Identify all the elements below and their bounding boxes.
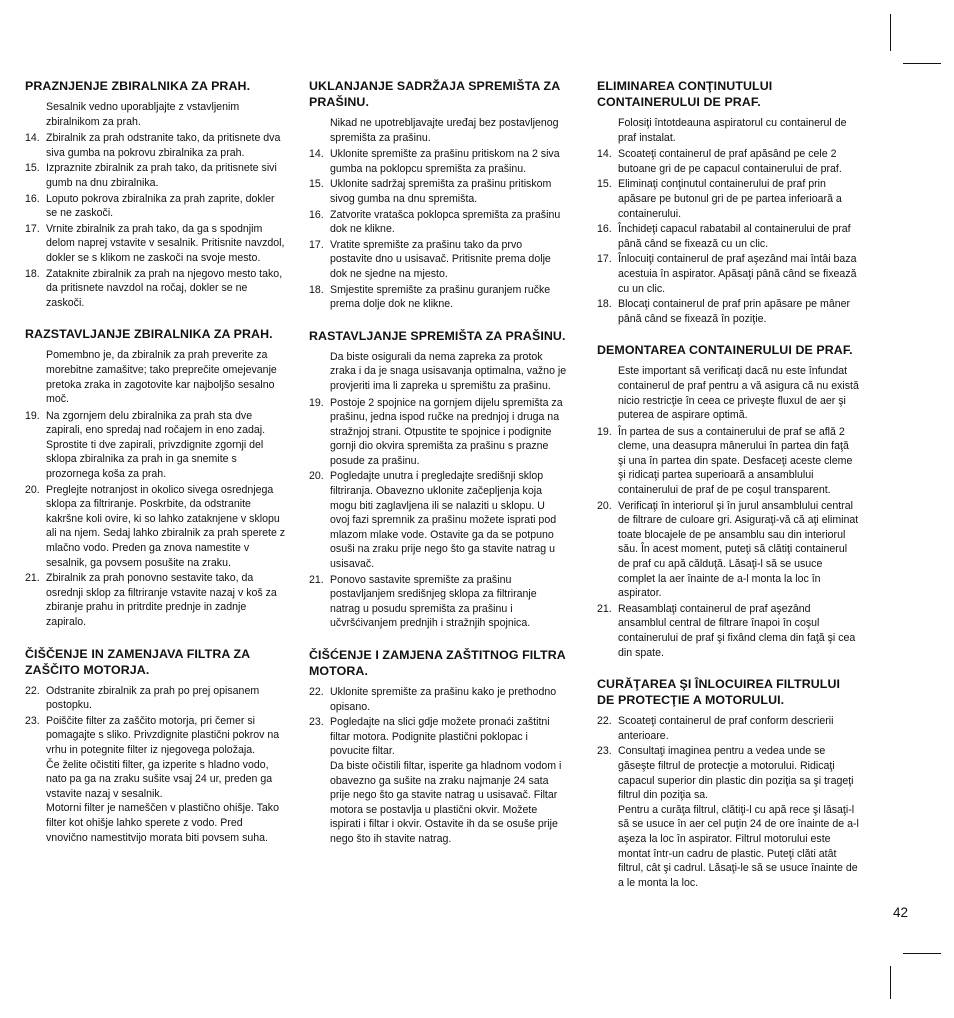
- item-extra-paragraph: Motorni filter je nameščen v plastično ohišje. Tako filter kot ohišje lahko sperete z vodo. Pred vnovično namestitvijo morata biti povsem suha.: [46, 802, 279, 844]
- section-title: ČIŠČENJE IN ZAMENJAVA FILTRA ZA ZAŠČITO MOTORJA.: [25, 646, 250, 677]
- item-number: 20.: [25, 483, 40, 496]
- item-extra-paragraph: Če želite očistiti filter, ga izperite s hladno vodo, nato pa ga na zraku sušite vsaj 24 ur, preden ga vstavite nazaj v sesalnik.: [46, 758, 273, 800]
- list-item: [25, 267, 287, 311]
- list-item: [309, 469, 567, 571]
- list-item: [25, 684, 287, 713]
- list-item: [309, 283, 567, 312]
- item-number: 23.: [597, 745, 612, 758]
- item-text: Consultaţi imaginea pentru a vedea unde se găseşte filtrul de protecţie a motorului. Ridicaţi capacul superior din plastic din poziţia sa şi trageţi filtrul din poziţia sa.: [618, 745, 854, 802]
- item-number: 20.: [309, 470, 324, 483]
- item-number: 21.: [597, 602, 612, 615]
- item-number: 17.: [309, 238, 324, 251]
- item-text: Zataknite zbiralnik za prah na njegovo mesto tako, da pritisnete navzdol na ročaj, dokler se ne zaskoči.: [46, 267, 283, 309]
- item-number: 15.: [25, 162, 40, 175]
- section-dismantling-dust-container: [25, 326, 287, 629]
- item-text: Scoateţi containerul de praf apăsând pe cele 2 butoane gri de pe capacul containerului de praf.: [618, 148, 842, 175]
- section-title: ČIŠĆENJE I ZAMJENA ZAŠTITNOG FILTRA MOTORA.: [309, 648, 566, 678]
- section-intro: Sesalnik vedno uporabljajte z vstavljenim zbiralnikom za prah.: [46, 101, 240, 128]
- item-text: Scoateţi containerul de praf conform descrierii anterioare.: [618, 715, 834, 742]
- section-emptying-dust-container: [309, 78, 567, 312]
- item-number: 20.: [597, 499, 612, 512]
- item-text: Verificaţi în interiorul şi în jurul ansamblului central de filtrare de culoare gri. Asiguraţi-vă că aţi eliminat toate blocajele de pe ansamblu sau din interiorul său. În acest moment, puteţi să clătiţi containerul de praf cu apă călduţă. Lăsaţi-l să se usuce complet la aer înainte de a-l monta la loc în aspirator.: [618, 499, 859, 600]
- item-number: 22.: [309, 686, 324, 698]
- item-extra-paragraph: Pentru a curăţa filtrul, clătiţi-l cu apă rece şi lăsaţi-l să se usuce în aer cel puţin 24 de ore înainte de a-l aşeza la loc în aspirator. Filtrul motorului este montat într-un cadru de plastic. Puteţi clăti atât filtrul, cât şi cadrul. Lăsaţi-le să se usuce înainte de a le monta la loc.: [618, 803, 859, 889]
- item-number: 18.: [597, 298, 612, 311]
- list-item: [25, 131, 287, 160]
- item-number: 19.: [309, 396, 324, 409]
- item-number: 14.: [309, 148, 324, 161]
- item-text: Pogledajte unutra i pregledajte središnji sklop filtriranja. Obavezno uklonite začepljenja koja mogu biti zaglavljena ili se nalaziti u sklopu. U ovoj fazi spremnik za prašinu možete isprati pod mlazom mlake vode. Ostavite ga da se potpuno osuši na zraku prije nego što ga stavite natrag u usisavač.: [330, 470, 557, 571]
- list-item: [25, 161, 287, 190]
- list-item: [309, 396, 567, 469]
- section-emptying-dust-container: [597, 78, 859, 326]
- item-text: Reasamblaţi containerul de praf aşezând ansamblul central de filtrare înapoi în coşul containerului de praf şi fixând clema din faţă şi cea din spate.: [618, 602, 856, 659]
- item-text: Uklonite sadržaj spremišta za prašinu pritiskom sivog gumba na dnu spremišta.: [330, 178, 552, 205]
- list-item: [597, 177, 859, 221]
- list-item: [597, 222, 859, 251]
- list-item: [25, 571, 287, 629]
- item-number: 16.: [25, 192, 40, 205]
- list-item: [597, 147, 859, 176]
- section-title: DEMONTAREA CONTAINERULUI DE PRAF.: [597, 343, 853, 358]
- column-croatian: [309, 78, 567, 863]
- item-number: 19.: [597, 425, 612, 438]
- section-motor-filter: [597, 676, 859, 890]
- section-intro: Nikad ne upotrebljavajte uređaj bez postavljenog spremišta za prašinu.: [330, 117, 559, 144]
- list-item: [309, 573, 567, 631]
- item-text: În partea de sus a containerului de praf se află 2 cleme, una deasupra mânerului în partea din faţă şi una în partea din spate. Desfaceţi aceste cleme şi ridicaţi partea superioară a ansamblului containerului de praf de pe coşul transparent.: [618, 425, 853, 497]
- list-item: [25, 222, 287, 266]
- section-intro: Folosiţi întotdeauna aspiratorul cu containerul de praf instalat.: [618, 117, 847, 144]
- list-item: [597, 744, 859, 890]
- item-text: Vratite spremište za prašinu tako da prvo postavite dno u usisavač. Pritisnite prema dolje dok ne sjedne na mjesto.: [330, 238, 551, 280]
- section-motor-filter: [25, 646, 287, 846]
- item-text: Zbiralnik za prah ponovno sestavite tako, da osrednji sklop za filtriranje vstavite nazaj v koš za zbiranje prahu in pritrdite prednje in zadnje zapiralo.: [46, 572, 277, 628]
- list-item: [309, 208, 567, 237]
- item-number: 18.: [309, 283, 324, 296]
- item-text: Loputo pokrova zbiralnika za prah zaprite, dokler se ne zaskoči.: [46, 192, 275, 220]
- list-item: [597, 714, 859, 743]
- item-extra-paragraph: Da biste očistili filtar, isperite ga hladnom vodom i obavezno ga sušite na zraku najmanje 24 sata prije nego što ga stavite natrag u usisavač. Filtar motora se postavlja u plastični okvir. Možete ispirati i filtar i okvir. Ostavite ih da se osuše prije nego što ih stavite natrag.: [330, 759, 562, 845]
- item-number: 16.: [597, 223, 612, 236]
- list-item: [309, 685, 567, 714]
- item-text: Pogledajte na slici gdje možete pronaći zaštitni filtar motora. Podignite plastični poklopac i povucite filtar.: [330, 716, 550, 758]
- crop-mark-bottom-vertical: [890, 966, 891, 999]
- list-item: [25, 714, 287, 845]
- item-number: 17.: [25, 222, 40, 235]
- item-number: 23.: [25, 714, 40, 727]
- item-text: Izpraznite zbiralnik za prah tako, da pritisnete sivi gumb na dnu zbiralnika.: [46, 162, 277, 189]
- item-number: 22.: [597, 715, 612, 728]
- item-number: 15.: [597, 178, 612, 191]
- item-text: Uklonite spremište za prašinu pritiskom na 2 siva gumba na poklopcu spremišta za prašinu.: [330, 148, 560, 175]
- section-title: PRAZNJENJE ZBIRALNIKA ZA PRAH.: [25, 79, 251, 93]
- section-intro: Pomembno je, da zbiralnik za prah preverite za morebitne zamašitve; tako preprečite omejevanje pretoka zraka in zagotovite kar najboljšo sesalno moč.: [46, 349, 277, 406]
- list-item: [597, 425, 859, 498]
- list-item: [309, 177, 567, 206]
- item-text: Înlocuiţi containerul de praf aşezând mai întâi baza acestuia în aspirator. Apăsaţi până când se fixează cu un clic.: [618, 253, 857, 295]
- section-motor-filter: [309, 647, 567, 847]
- crop-mark-top-vertical: [890, 14, 891, 51]
- section-dismantling-dust-container: [597, 342, 859, 660]
- list-item: [25, 483, 287, 571]
- section-emptying-dust-container: [25, 78, 287, 310]
- item-text: Zatvorite vratašca poklopca spremišta za prašinu dok ne klikne.: [330, 208, 561, 236]
- column-romanian: [597, 78, 859, 906]
- section-title: RAZSTAVLJANJE ZBIRALNIKA ZA PRAH.: [25, 327, 273, 342]
- section-intro: Este important să verificaţi dacă nu este înfundat containerul de praf pentru a vă asigura că nu există nicio restricţie în ceea ce priveşte fluxul de aer şi puterea de aspirare optimă.: [618, 365, 859, 422]
- list-item: [309, 715, 567, 846]
- item-number: 23.: [309, 716, 324, 729]
- item-text: Poiščite filter za zaščito motorja, pri čemer si pomagajte s sliko. Privzdignite plastični pokrov na vrhu in potegnite filter iz njegovega položaja.: [46, 714, 280, 756]
- item-number: 21.: [25, 572, 40, 585]
- list-item: [597, 252, 859, 296]
- item-text: Vrnite zbiralnik za prah tako, da ga s spodnjim delom naprej vstavite v sesalnik. Pritisnite navzdol, dokler se s klikom ne zaskoči na svoje mesto.: [46, 222, 285, 264]
- item-text: Odstranite zbiralnik za prah po prej opisanem postopku.: [46, 684, 260, 712]
- item-text: Ponovo sastavite spremište za prašinu postavljanjem središnjeg sklopa za filtriranje natrag u posudu spremišta za prašinu i učvršćivanjem prednjih i stražnjih spojnica.: [330, 573, 537, 630]
- page-number: 42: [893, 905, 909, 920]
- item-number: 18.: [25, 267, 40, 280]
- item-text: Smjestite spremište za prašinu guranjem ručke prema dolje dok ne klikne.: [330, 283, 551, 311]
- item-text: Eliminaţi conţinutul containerului de praf prin apăsare pe butonul gri de pe partea inferioară a containerului.: [618, 178, 842, 220]
- section-dismantling-dust-container: [309, 328, 567, 631]
- item-number: 17.: [597, 253, 612, 266]
- item-number: 14.: [597, 148, 612, 161]
- section-intro: Da biste osigurali da nema zapreka za protok zraka i da je snaga usisavanja optimalna, važno je provjeriti ima li zapreka u spremištu za prašinu.: [330, 350, 567, 392]
- item-text: Zbiralnik za prah odstranite tako, da pritisnete dva siva gumba na pokrovu zbiralnika za prah.: [46, 132, 281, 159]
- item-text: Închideţi capacul rabatabil al containerului de praf până când se fixează cu un clic.: [618, 223, 851, 250]
- item-number: 14.: [25, 132, 40, 145]
- item-number: 16.: [309, 208, 324, 221]
- list-item: [597, 499, 859, 601]
- crop-mark-top-horizontal: [903, 63, 941, 64]
- item-number: 19.: [25, 409, 40, 422]
- item-number: 22.: [25, 684, 40, 697]
- item-number: 21.: [309, 573, 324, 586]
- list-item: [309, 147, 567, 176]
- column-slovenian: [25, 78, 287, 861]
- crop-mark-bottom-horizontal: [903, 953, 941, 954]
- section-title: ELIMINAREA CONŢINUTULUI CONTAINERULUI DE PRAF.: [597, 79, 773, 109]
- item-text: Preglejte notranjost in okolico sivega osrednjega sklopa za filtriranje. Poskrbite, da odstranite kakršne koli ovire, ki so lahko zataknjene v sklopu ali na njem. Sedaj lahko zbiralnik za prah sperete z mlačno vodo. Preden ga znova namestite v sesalnik, ga povsem posušite na zraku.: [46, 483, 286, 569]
- section-title: RASTAVLJANJE SPREMIŠTA ZA PRAŠINU.: [309, 328, 566, 343]
- list-item: [597, 297, 859, 326]
- item-text: Na zgornjem delu zbiralnika za prah sta dve zapirali, eno spredaj nad ročajem in eno zadaj. Sprostite ti dve zapirali, privzdignite zgornji del sklopa zbiralnika za prah in ga snemite s prozornega koša za prah.: [46, 409, 266, 481]
- list-item: [25, 409, 287, 482]
- list-item: [25, 192, 287, 221]
- item-text: Uklonite spremište za prašinu kako je prethodno opisano.: [330, 686, 557, 713]
- item-text: Blocaţi containerul de praf prin apăsare pe mâner până când se fixează în poziţie.: [618, 298, 851, 325]
- section-title: CURĂŢAREA ŞI ÎNLOCUIREA FILTRULUI DE PROTECŢIE A MOTORULUI.: [597, 677, 841, 708]
- section-title: UKLANJANJE SADRŽAJA SPREMIŠTA ZA PRAŠINU.: [309, 79, 560, 109]
- item-text: Postoje 2 spojnice na gornjem dijelu spremišta za prašinu, jedna ispod ručke na prednjoj i druga na stražnjoj strani. Otpustite te spojnice i podignite gornji dio okvira spremišta za prašinu s prazne posude za prašinu.: [330, 396, 563, 467]
- item-number: 15.: [309, 178, 324, 191]
- list-item: [597, 602, 859, 660]
- list-item: [309, 238, 567, 282]
